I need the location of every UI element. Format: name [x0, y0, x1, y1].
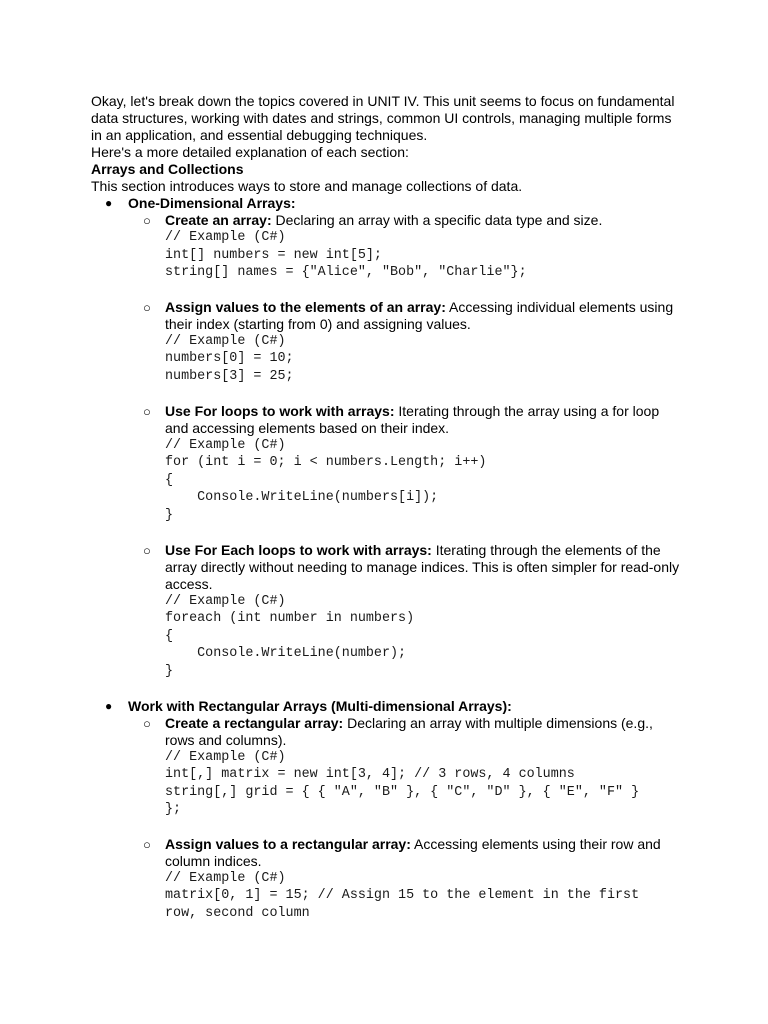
item-text: Iterating through the array using a for loop and accessing elements based on their index.: [165, 402, 660, 436]
item-title: Use For Each loops to work with arrays:: [165, 541, 432, 558]
code-block: // Example (C#) int[] numbers = new int[5]; string[] names = {"Alice", "Bob", "Charlie"};: [165, 230, 527, 281]
item-text: Accessing elements using their row and column indices.: [165, 835, 661, 869]
circle-bullet-icon: ○: [143, 403, 151, 419]
list-item-assign-values: [91, 299, 685, 333]
code-block: // Example (C#) matrix[0, 1] = 15; // Assign 15 to the element in the first row, second column: [165, 870, 640, 922]
list-item-create-array: [91, 212, 685, 229]
item-title: Assign values to the elements of an array:: [165, 298, 446, 315]
circle-bullet-icon: ○: [143, 213, 151, 228]
list-item-create-rectangular-array: [91, 715, 685, 749]
code-block: // Example (C#) numbers[0] = 10; numbers[3] = 25;: [165, 333, 294, 384]
item-text: Declaring an array with a specific data type and size.: [271, 212, 603, 228]
item-text: Accessing individual elements using their index (starting from 0) and assigning values.: [165, 298, 674, 332]
bullet-label: Work with Rectangular Arrays (Multi-dimensional Arrays):: [128, 697, 512, 714]
list-item-assign-rectangular-array: [91, 836, 685, 870]
code-block: // Example (C#) int[,] matrix = new int[3, 4]; // 3 rows, 4 columns string[,] grid = { { "A", "B" }, { "C", "D" }, { "E", "F" } };: [165, 749, 640, 818]
bullet-one-dimensional-arrays: [91, 195, 691, 212]
item-title: Create a rectangular array:: [165, 714, 344, 731]
bullet-label: One-Dimensional Arrays:: [128, 195, 296, 211]
code-block: // Example (C#) for (int i = 0; i < numbers.Length; i++) { Console.WriteLine(numbers[i]); }: [165, 437, 487, 523]
circle-bullet-icon: ○: [143, 542, 151, 558]
item-title: Assign values to a rectangular array:: [165, 835, 411, 852]
circle-bullet-icon: ○: [143, 715, 151, 731]
code-block: // Example (C#) foreach (int number in numbers) { Console.WriteLine(number); }: [165, 593, 415, 679]
circle-bullet-icon: ○: [143, 299, 151, 315]
bullet-rectangular-arrays: [91, 698, 691, 715]
item-text: Iterating through the elements of the array directly without needing to manage indices. This is often simpler for read-only access.: [165, 541, 680, 592]
document-content: [91, 93, 691, 923]
intro-explanation: Here's a more detailed explanation of each section:: [91, 144, 409, 160]
circle-bullet-icon: ○: [143, 836, 151, 852]
list-item-for-loops: [91, 403, 685, 437]
intro-paragraph: Okay, let's break down the topics covered in UNIT IV. This unit seems to focus on fundamental data structures, working with dates and strings, common UI controls, managing multiple forms in an application, and essential debugging techniques.: [91, 93, 675, 143]
item-text: Declaring an array with multiple dimensions (e.g., rows and columns).: [165, 714, 653, 748]
item-title: Use For loops to work with arrays:: [165, 402, 395, 419]
list-item-for-each-loops: [91, 542, 685, 593]
section-heading: Arrays and Collections: [91, 161, 244, 177]
bullet-dot-icon: ●: [105, 196, 113, 210]
section-description: This section introduces ways to store and manage collections of data.: [91, 178, 523, 194]
item-title: Create an array:: [165, 212, 272, 228]
bullet-dot-icon: ●: [105, 698, 113, 713]
